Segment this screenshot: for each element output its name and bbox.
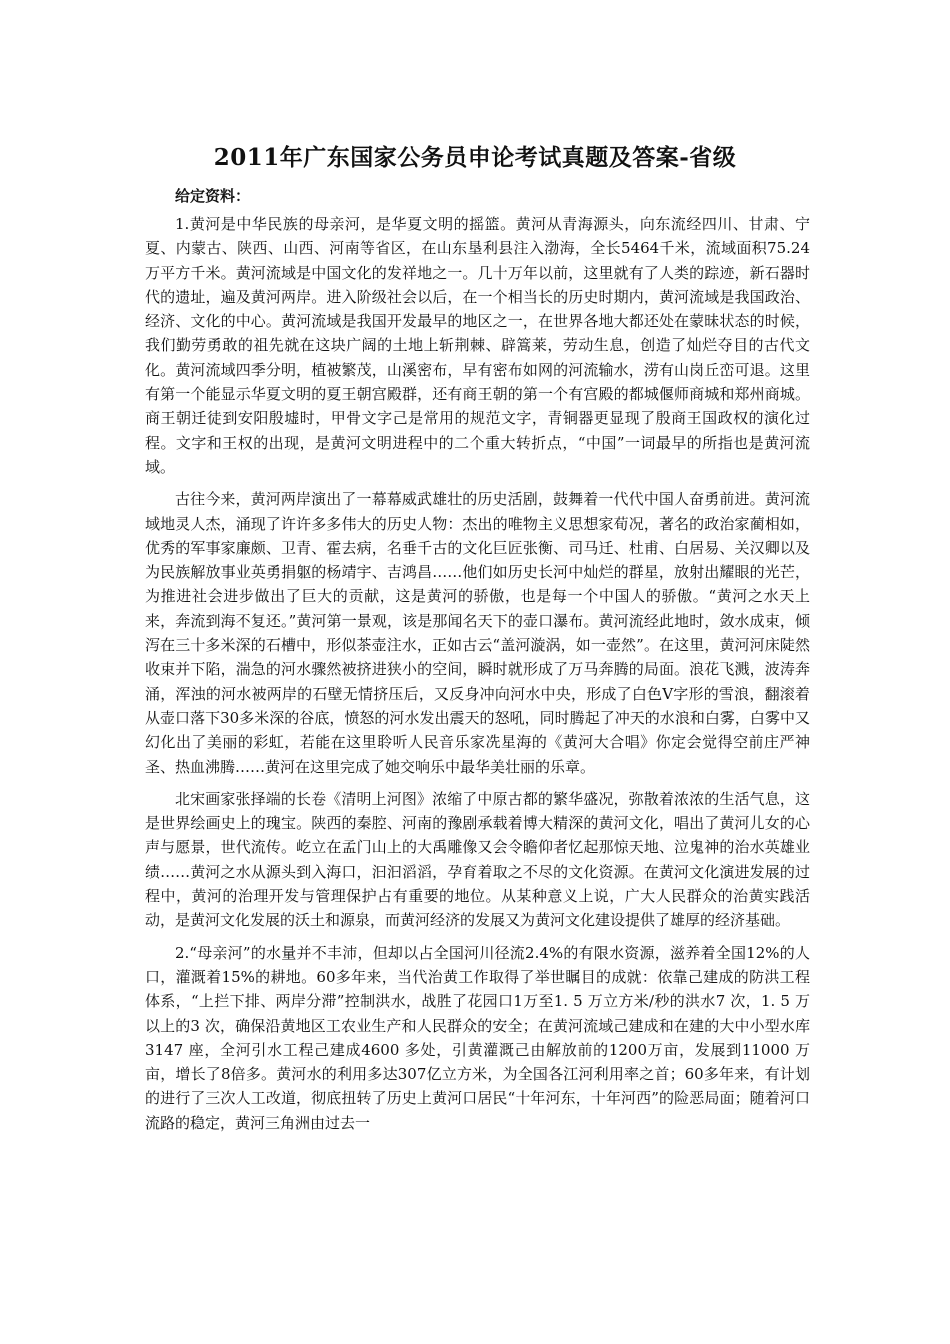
section-label-given-materials: 给定资料： xyxy=(175,187,251,205)
paragraph-4: 2.“母亲河”的水量并不丰沛，但却以占全国河川径流2.4%的有限水资源，滋养着全国12%的人口，灌溉着15%的耕地。60多年来，当代治黄工作取得了举世瞩目的成就：依靠己建成的防洪工程体系，“上拦下排、两岸分滞”控制洪水，战胜了花园口1万至1. 5 万立方米/秒的洪水7 次，1. 5 万以上的3 次，确保沿黄地区工农业生产和人民群众的安全；在黄河流域己建成和在建的大中小型水库3147 座，全河引水工程己建成4600 多处，引黄灌溉己由解放前的1200万亩，发展到11000 万亩，增长了8倍多。黄河水的利用多达307亿立方米，为全国各江河利用率之首；60多年来，有计划的进行了三次人工改道，彻底扭转了历史上黄河口居民“十年河东，十年河西”的险恶局面；随着河口流路的稳定，黄河三角洲由过去一 xyxy=(145,943,810,1132)
paragraph-2: 古往今来，黄河两岸演出了一幕幕威武雄壮的历史活剧，鼓舞着一代代中国人奋勇前进。黄河流域地灵人杰，涌现了许许多多伟大的历史人物：杰出的唯物主义思想家荀况，著名的政治家蔺相如，优秀的军事家廉颇、卫青、霍去病，名垂千古的文化巨匠张衡、司马迁、杜甫、白居易、关汉卿以及为民族解放事业英勇捐躯的杨靖宇、吉鸿昌……他们如历史长河中灿烂的群星，放射出耀眼的光芒，为推进社会进步做出了巨大的贡献，这是黄河的骄傲，也是每一个中国人的骄傲。“黄河之水天上来，奔流到海不复还。”黄河第一景观，该是那闻名天下的壶口瀑布。黄河流经此地时，敛水成束，倾泻在三十多米深的石槽中，形似茶壶注水，正如古云“盖河漩涡，如一壶然”。在这里，黄河河床陡然收束并下陷，湍急的河水骤然被挤进狭小的空间，瞬时就形成了万马奔腾的局面。浪花飞溅，波涛奔涌，浑浊的河水被两岸的石壁无情挤压后，又反身冲向河水中央，形成了白色V字形的雪浪，翻滚着从壶口落下30多米深的谷底，愤怒的河水发出震天的怒吼，同时腾起了冲天的水浪和白雾，白雾中又幻化出了美丽的彩虹，若能在这里聆听人民音乐家冼星海的《黄河大合唱》你定会觉得空前庄严神圣、热血沸腾……黄河在这里完成了她交响乐中最华美壮丽的乐章。 xyxy=(145,490,810,776)
paragraph-1: 1.黄河是中华民族的母亲河，是华夏文明的摇篮。黄河从青海源头，向东流经四川、甘肃、宁夏、内蒙古、陕西、山西、河南等省区，在山东垦利县注入渤海，全长5464千米，流域面积75.24万平方千米。黄河流域是中国文化的发祥地之一。几十万年以前，这里就有了人类的踪迹，新石器时代的遗址，遍及黄河两岸。进入阶级社会以后，在一个相当长的历史时期内，黄河流域是我国政治、经济、文化的中心。黄河流域是我国开发最早的地区之一，在世界各地大都还处在蒙昧状态的时候，我们勤劳勇敢的祖先就在这块广阔的土地上斩荆棘、辟篙莱，劳动生息，创造了灿烂夺目的古代文化。黄河流域四季分明，植被繁茂，山溪密布，早有密布如网的河流输水，涝有山岗丘峦可退。这里有第一个能显示华夏文明的夏王朝宫殿群，还有商王朝的第一个有宫殿的都城偃师商城和郑州商城。商王朝迁徒到安阳殷墟时，甲骨文字己是常用的规范文字，青铜器更显现了殷商王国政权的演化过程。文字和王权的出现，是黄河文明进程中的二个重大转折点，“中国”一词最早的所指也是黄河流域。 xyxy=(145,215,810,476)
document-body xyxy=(145,212,810,1143)
paragraph-3: 北宋画家张择端的长卷《清明上河图》浓缩了中原古都的繁华盛况，弥散着浓浓的生活气息，这是世界绘画史上的瑰宝。陕西的秦腔、河南的豫剧承载着博大精深的黄河文化，唱出了黄河儿女的心声与愿景，世代流传。屹立在孟门山上的大禹雕像又会令瞻仰者忆起那惊天地、泣鬼神的治水英雄业绩……黄河之水从源头到入海口，汩汩滔滔，孕育着取之不尽的文化资源。在黄河文化演进发展的过程中，黄河的治理开发与管理保护占有重要的地位。从某种意义上说，广大人民群众的治黄实践活动，是黄河文化发展的沃土和源泉，而黄河经济的发展又为黄河文化建设提供了雄厚的经济基础。 xyxy=(145,789,810,930)
page-title: 2011年广东国家公务员申论考试真题及答案-省级 xyxy=(213,144,737,171)
